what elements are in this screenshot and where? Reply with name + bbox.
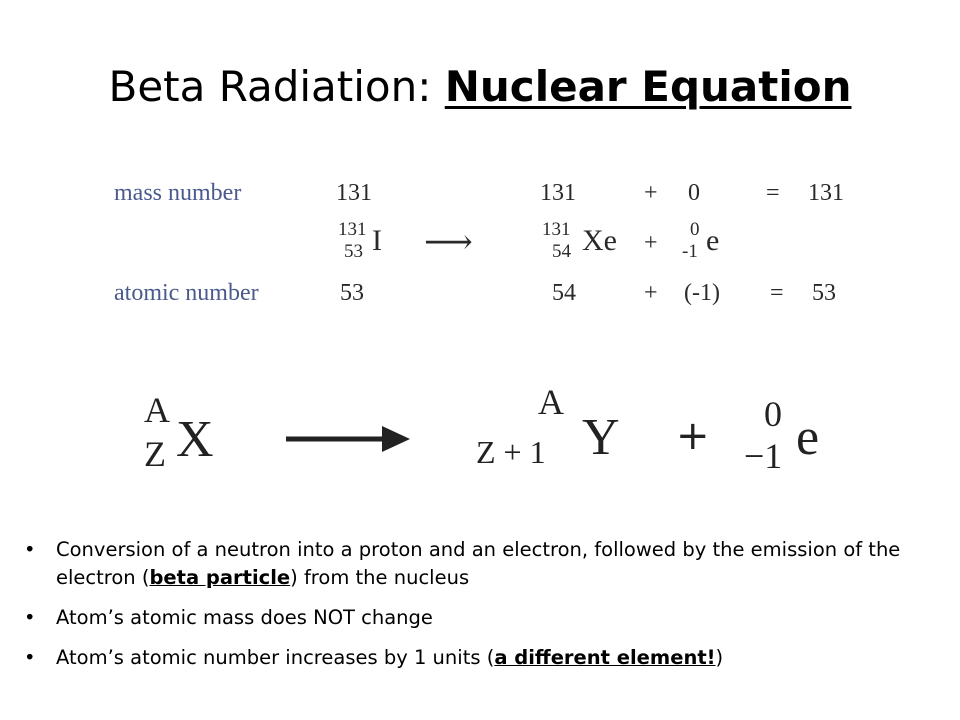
general-reactant-atomic: Z [144,434,166,474]
example-equation [0,160,960,320]
particle-symbol: e [706,224,720,257]
general-reactant-symbol: X [176,411,214,468]
atomic-number-label: atomic number [114,280,259,306]
mass-equals: = [766,180,780,206]
general-product-atomic: Z + 1 [476,434,546,470]
atomic-total: 53 [812,280,836,306]
bullet-text: Atom’s atomic number increases by 1 units ( [56,646,495,669]
general-product-mass: A [538,382,564,422]
bullet-text: Atom’s atomic mass does NOT change [56,606,433,629]
bullet-text-end: ) from the nucleus [290,566,470,589]
particle-atomic: -1 [682,241,698,262]
bullet-list [24,536,944,684]
reactant-atomic: 53 [344,241,363,262]
atomic-equals: = [770,280,784,306]
title-prefix: Beta Radiation: [108,62,445,111]
bullet-text: Conversion of a neutron into a proton and an electron, followed by the emission of the electron ( [56,538,901,589]
reaction-arrow-icon: ⟶ [424,224,473,261]
particle-mass: 0 [690,219,700,240]
general-particle-mass: 0 [764,394,782,434]
mass-number-label: mass number [114,180,242,206]
product-mass: 131 [542,219,571,240]
bullet-emphasis: a different element! [494,646,716,669]
mass-total: 131 [808,180,844,206]
general-particle-symbol: e [796,409,820,466]
general-arrow-icon [286,426,410,452]
reactant-mass: 131 [338,219,367,240]
slide-title [0,62,960,111]
reactant-symbol: I [372,224,382,257]
example-plus: + [644,230,658,256]
bullet-item [24,644,944,672]
general-plus: + [676,413,710,459]
title-emphasis: Nuclear Equation [444,62,852,111]
atomic-product: 54 [552,280,576,306]
general-product-symbol: Y [582,409,620,466]
bullet-item [24,536,944,592]
mass-reactant: 131 [336,180,372,206]
general-equation [0,380,960,500]
mass-plus: + [644,180,658,206]
bullet-item [24,604,944,632]
atomic-plus: + [644,280,658,306]
atomic-reactant: 53 [340,280,364,306]
product-symbol: Xe [582,224,617,257]
product-atomic: 54 [552,241,571,262]
bullet-text-end: ) [715,646,724,669]
mass-particle: 0 [688,180,700,206]
bullet-emphasis: beta particle [149,566,291,589]
atomic-particle: (-1) [684,280,720,306]
mass-product: 131 [540,180,576,206]
general-particle-atomic: −1 [744,436,783,476]
general-reactant-mass: A [144,390,170,430]
